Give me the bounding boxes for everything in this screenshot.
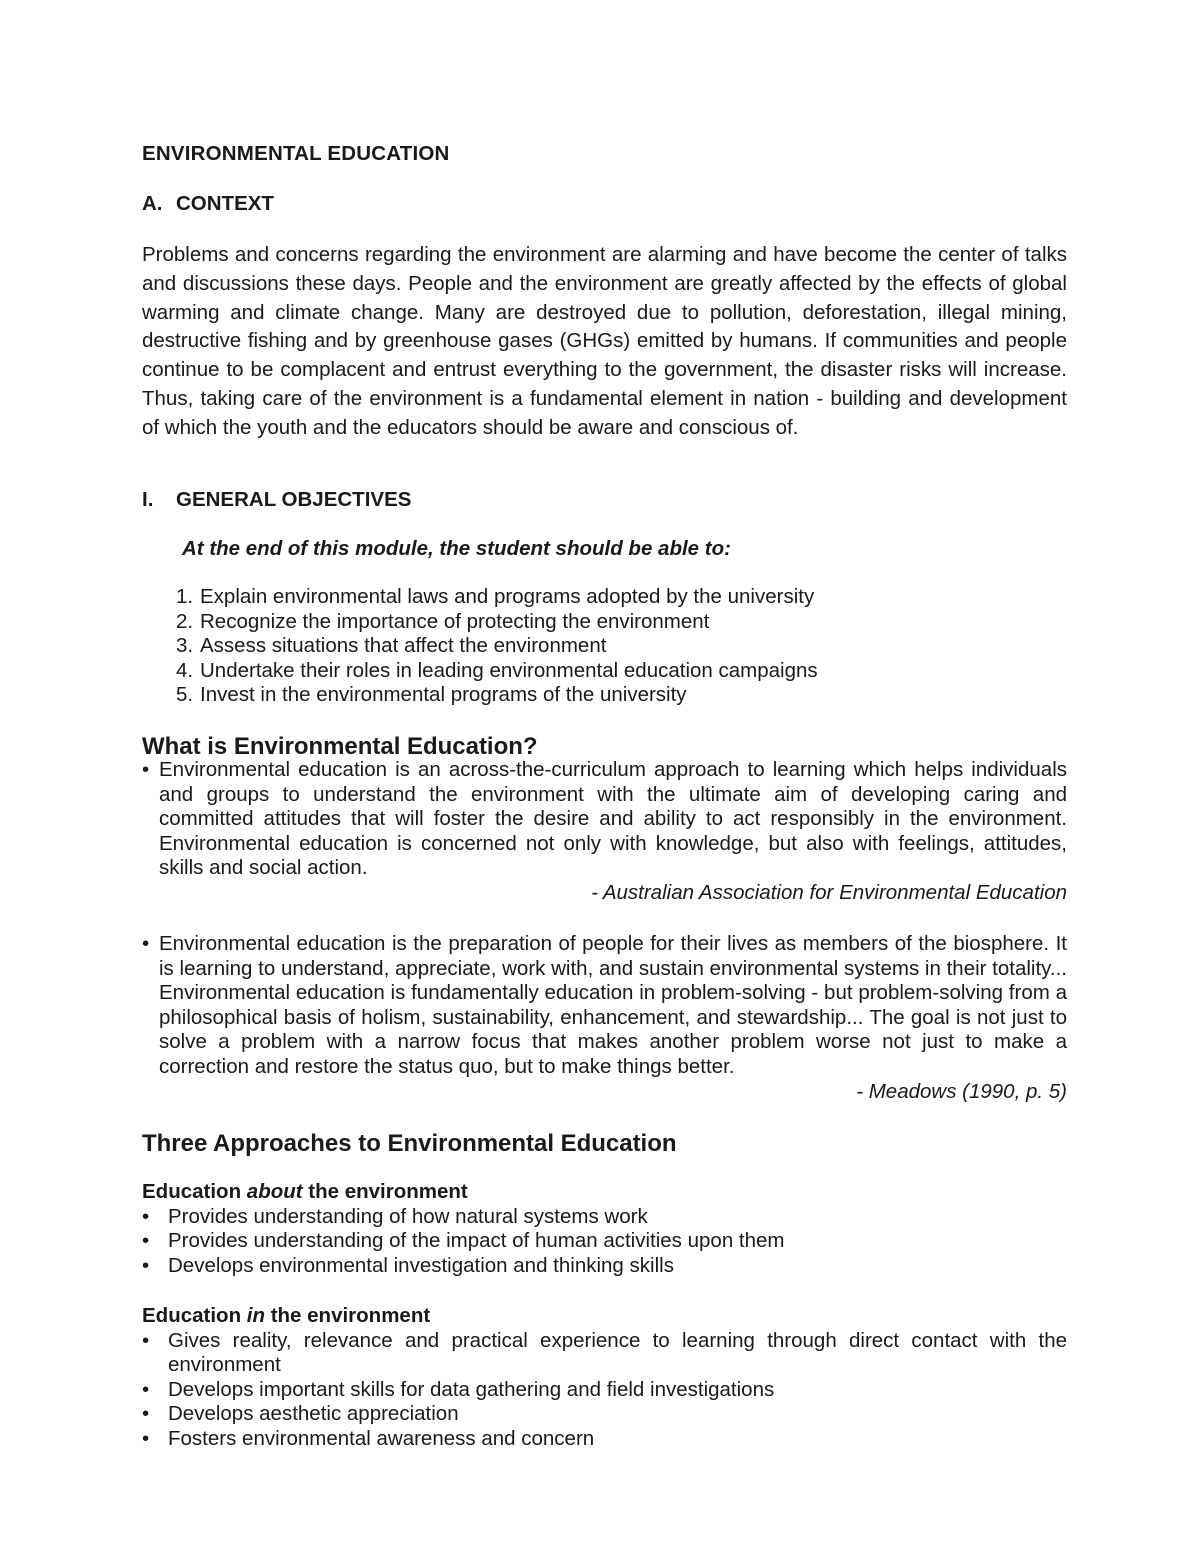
list-item	[142, 1229, 1067, 1254]
list-item-text: Undertake their roles in leading environmental education campaigns	[200, 658, 818, 682]
bullet-icon: •	[142, 1229, 150, 1253]
definitions-heading: What is Environmental Education?	[142, 733, 538, 760]
objectives-list	[176, 585, 818, 708]
approach-about	[142, 1180, 1067, 1278]
definition-block	[142, 758, 1067, 906]
list-item-text: Develops environmental investigation and thinking skills	[168, 1253, 674, 1277]
approach-heading-pre: Education	[142, 1180, 247, 1203]
bullet-icon: •	[142, 1253, 150, 1277]
document-title: ENVIRONMENTAL EDUCATION	[142, 142, 450, 165]
definition-item	[142, 758, 1067, 881]
section-context-label: CONTEXT	[176, 192, 274, 215]
bullet-icon: •	[142, 932, 150, 955]
approach-heading-post: the environment	[302, 1180, 468, 1203]
bullet-icon: •	[142, 1204, 150, 1228]
list-item-number: 2.	[176, 609, 194, 633]
definition-text: Environmental education is the preparation of people for their lives as members of the biosphere. It is learning to understand, appreciate, work with, and sustain environmental systems in their totality... Environmental education is fundamentally education in problem-solving - but problem-solving from a philosophical basis of holism, sustainability, enhancement, and stewardship... The goal is not just to solve a problem with a narrow focus that makes another problem worse not just to make a correction and restore the status quo, but to make things better.	[159, 932, 1067, 1078]
definition-block	[142, 932, 1067, 1104]
list-item	[176, 610, 818, 635]
list-item	[142, 1402, 1067, 1427]
list-item-text: Invest in the environmental programs of the university	[200, 683, 687, 707]
list-item-number: 5.	[176, 683, 194, 707]
list-item-text: Assess situations that affect the environment	[200, 634, 607, 658]
bullet-icon: •	[142, 1328, 150, 1352]
definition-text: Environmental education is an across-the-curriculum approach to learning which helps individuals and groups to understand the environment with the ultimate aim of developing caring and committed attitudes that will foster the desire and ability to act responsibly in the environment. Environmental education is concerned not only with knowledge, but also with feelings, attitudes, skills and social action.	[159, 758, 1067, 880]
section-objectives-number: I.	[142, 488, 154, 511]
approach-in-heading	[142, 1304, 1067, 1329]
definition-attribution: - Meadows (1990, p. 5)	[856, 1079, 1067, 1103]
list-item-number: 4.	[176, 658, 194, 682]
approach-about-heading	[142, 1180, 1067, 1205]
approach-heading-post: the environment	[265, 1304, 431, 1327]
bullet-icon: •	[142, 1377, 150, 1401]
list-item-text: Recognize the importance of protecting the environment	[200, 609, 710, 633]
section-context-heading	[142, 192, 274, 216]
bullet-icon: •	[142, 1402, 150, 1426]
list-item	[176, 585, 818, 610]
section-objectives-heading	[142, 488, 411, 512]
approach-heading-emphasis: in	[246, 1304, 266, 1327]
objectives-intro: At the end of this module, the student should be able to:	[182, 537, 731, 560]
list-item	[142, 1329, 1067, 1378]
definition-attribution: - Australian Association for Environmental Education	[591, 880, 1067, 904]
list-item	[176, 659, 818, 684]
list-item-number: 1.	[176, 585, 194, 608]
list-item-number: 3.	[176, 634, 194, 658]
list-item-text: Develops important skills for data gathering and field investigations	[168, 1377, 775, 1401]
section-context-number: A.	[142, 192, 163, 215]
approach-heading-emphasis: about	[246, 1180, 303, 1203]
list-item-text: Develops aesthetic appreciation	[168, 1402, 459, 1426]
list-item	[142, 1378, 1067, 1403]
approach-in-list	[142, 1329, 1067, 1452]
list-item	[176, 683, 818, 708]
list-item	[142, 1205, 1067, 1230]
list-item-text: Provides understanding of how natural systems work	[168, 1204, 648, 1228]
list-item	[176, 634, 818, 659]
list-item-text: Gives reality, relevance and practical experience to learning through direct contact with the environment	[168, 1328, 1067, 1377]
list-item	[142, 1427, 1067, 1452]
list-item-text: Provides understanding of the impact of human activities upon them	[168, 1229, 785, 1253]
approach-heading-pre: Education	[142, 1304, 247, 1327]
list-item	[142, 1254, 1067, 1279]
bullet-icon: •	[142, 758, 150, 781]
approach-in	[142, 1304, 1067, 1452]
list-item-text: Fosters environmental awareness and concern	[168, 1426, 595, 1450]
bullet-icon: •	[142, 1426, 150, 1450]
approach-about-list	[142, 1205, 1067, 1279]
approaches-heading: Three Approaches to Environmental Education	[142, 1130, 677, 1157]
list-item-text: Explain environmental laws and programs adopted by the university	[200, 585, 815, 608]
definition-item	[142, 932, 1067, 1080]
section-objectives-label: GENERAL OBJECTIVES	[176, 488, 412, 511]
context-paragraph: Problems and concerns regarding the environment are alarming and have become the center of talks and discussions these days. People and the environment are greatly affected by the effects of global warming and climate change. Many are destroyed due to pollution, deforestation, illegal mining, destructive fishing and by greenhouse gases (GHGs) emitted by humans. If communities and people continue to be complacent and entrust everything to the government, the disaster risks will increase. Thus, taking care of the environment is a fundamental element in nation - building and development of which the youth and the educators should be aware and conscious of.	[142, 243, 1067, 439]
